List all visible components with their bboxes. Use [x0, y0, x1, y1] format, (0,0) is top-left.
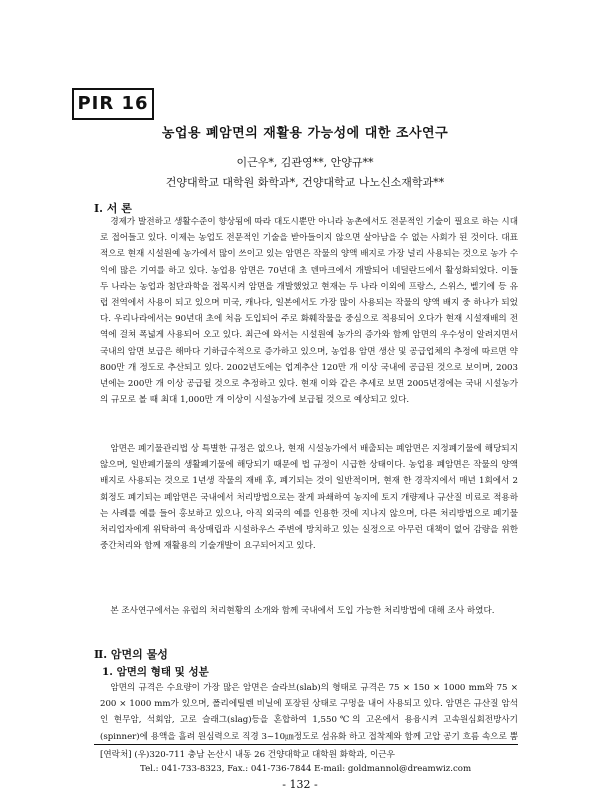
author-list: 이근우*, 김관영**, 안양규** [236, 156, 374, 169]
contact-info [100, 748, 520, 776]
properties-paragraph-1: 암면의 규격은 수요량이 가장 많은 암면은 슬라브(slab)의 형태로 규격은 75 × 150 × 1000 mm와 75 × 200 × 1000 mm가 있으며, 폴리에틸렌 비닐에 포장된 상태로 구멍을 내어 사용되고 있다. 암면은 규산질 암석인 현무암, 석회암, 고로 슬래그(slag)등을 혼합하여 1,550℃의 고온에서 용융시켜 고속원심회전방사기(spinner)에 용액을 흘려 원심력으로 직경 3~10㎛정도로 섬유화 하고 접착제와 함께 고압 공기 흐름 속으로 뿜 [100, 683, 518, 742]
intro-paragraph-1: 경제가 발전하고 생활수준이 향상됨에 따라 대도시뿐만 아니라 농촌에서도 전문적인 기술이 필요로 하는 시대로 접어들고 있다. 이제는 농업도 전문적인 기술을 받아들이지 않으면 살아남을 수 없는 사회가 된 것이다. 대표적으로 현재 시설원예 농가에서 많이 쓰이고 있는 암면은 작물의 양액 배지로 가장 널리 사용되는 것으로 농가 수익에 많은 기여를 하고 있다. 농업용 암면은 70년대 초 덴마크에서 개발되어 네덜란드에서 활성화되었다. 이들 두 나라는 농업과 첨단과학을 접목시켜 암면을 개발했었고 현재는 두 나라 이외에 프랑스, 스위스, 벨기에 등 유럽 전역에서 사용이 되고 있으며 미국, 캐나다, 일본에서도 가장 많이 사용되는 작물의 양액 배지 중 하나가 되었다. 우리나라에서는 90년대 초에 처음 도입되어 주로 화훼작물을 중심으로 적용되어 오다가 현재 시설재배의 전역에 걸쳐 폭넓게 사용되어 오고 있다. 최근에 와서는 시설원예 농가의 증가와 함께 암면의 우수성이 알려지면서 국내의 암면 보급은 해마다 기하급수적으로 증가하고 있으며, 농업용 암면 생산 및 공급업체의 추정에 따르면 약 800만 개 정도로 추산되고 있다. 2002년도에는 업계추산 120만 개 이상 국내에 공급된 것으로 보이며, 2003년에는 200만 개 이상 공급될 것으로 추정하고 있다. 현재 이와 같은 추세로 보면 2005년경에는 국내 시설농가의 규모로 볼 때 최대 1,000만 개 이상이 시설농가에 보급될 것으로 예상되고 있다. [100, 217, 518, 406]
section-heading-properties: Ⅱ. 암면의 물성 [94, 648, 168, 661]
section-heading-introduction: Ⅰ. 서 론 [94, 202, 132, 215]
subsection-heading-shape: 1. 암면의 형태 및 성분 [102, 666, 209, 678]
intro-paragraph-2: 암면은 폐기물관리법 상 특별한 규정은 없으나, 현재 시설농가에서 배출되는 폐암면은 지정폐기물에 해당되지 않으며, 일반폐기물의 생활폐기물에 해당되기 때문에 법 규정이 시급한 상태이다. 농업용 폐암면은 작물의 양액 배지로 사용되는 것으로 1년생 작물의 재배 후, 폐기되는 것이 일반적이며, 현재 한 경작지에서 매년 1회에서 2회정도 폐기되는 폐암면은 국내에서 처리방법으로는 잘게 파쇄하여 농지에 토지 개량제나 규산질 비료로 적용하는 사례를 예를 들어 홍보하고 있으나, 아직 외국의 예를 인용한 것에 지나지 않으며, 다른 처리방법으로 폐기물 처리업자에게 위탁하여 육상매립과 시설하우스 주변에 방치하고 있는 실정으로 아무런 대책이 없어 감량을 위한 중간처리와 함께 재활용의 기술개발이 요구되어지고 있다. [100, 444, 518, 552]
paper-code-badge: PIR 16 [72, 88, 154, 120]
page-number: - 132 - [282, 778, 318, 791]
footnote-divider [94, 744, 518, 745]
affiliation: 건양대학교 대학원 화학과*, 건양대학교 나노신소재학과** [165, 176, 445, 189]
paper-title: 농업용 폐암면의 재활용 가능성에 대한 조사연구 [161, 126, 449, 141]
contact-phone-email: Tel.: 041-733-8323, Fax.: 041-736-7844 E-mail: goldmannol@dreamwiz.com [140, 764, 472, 774]
intro-paragraph-3: 본 조사연구에서는 유럽의 처리현황의 소개와 함께 국내에서 도입 가능한 처리방법에 대해 조사 하였다. [110, 606, 495, 616]
contact-address: [연락처] (우)320-711 충남 논산시 내동 26 건양대학교 대학원 화학과, 이근우 [100, 750, 395, 760]
